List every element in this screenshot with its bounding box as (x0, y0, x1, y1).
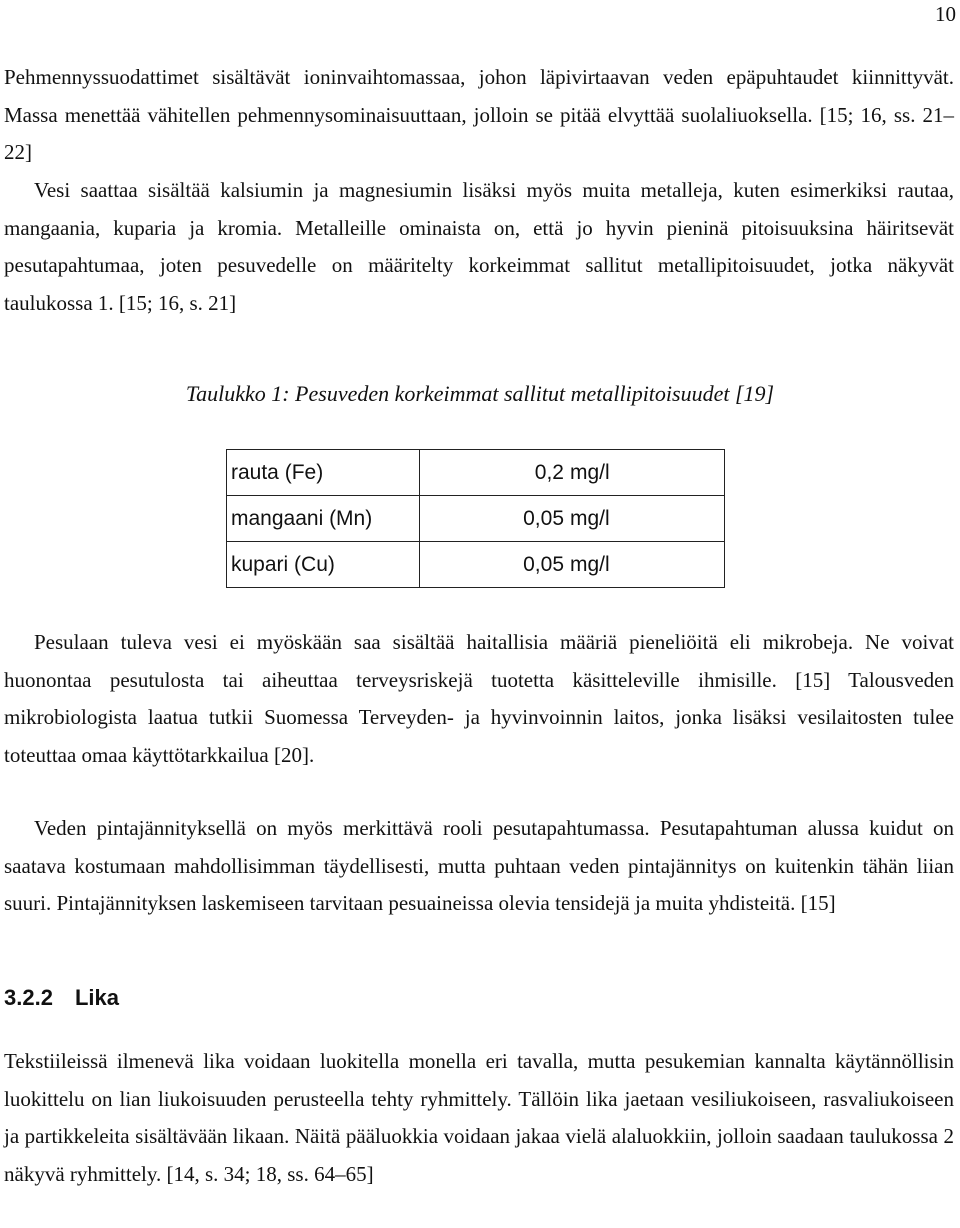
metal-value: 0,05 (523, 506, 564, 530)
metal-value: 0,2 (534, 460, 564, 484)
paragraph-text: Tekstiileissä ilmenevä lika voidaan luokitella monella eri tavalla, mutta pesukemian kannalta käytännöllisin luokittelu on lian liukoisuuden perusteella tehty ryhmittely. Tällöin lika jaetaan vesiliukoiseen, rasvaliukoiseen ja partikkeleita sisältävään likaan. Näitä pääluokkia voidaan jakaa vielä alaluokkiin, jolloin saadaan taulukossa 2 näkyvä ryhmittely. [14, s. 34; 18, ss. 64–65] (4, 1049, 954, 1187)
metal-unit: mg/l (570, 552, 610, 576)
table-row (227, 542, 725, 588)
metal-value-cell (420, 542, 725, 588)
table-caption: Taulukko 1: Pesuveden korkeimmat sallitut metallipitoisuudet [19] (185, 381, 775, 406)
metal-name-cell: kupari (Cu) (227, 542, 420, 588)
metal-name-cell: mangaani (Mn) (227, 496, 420, 542)
page-number: 10 (935, 2, 956, 26)
metal-value-cell (420, 496, 725, 542)
metal-limits-table (226, 449, 725, 588)
paragraph-microbes (4, 624, 954, 775)
table-row (227, 496, 725, 542)
paragraph-text: Pesulaan tuleva vesi ei myöskään saa sisältää haitallisia määriä pieneliöitä eli mikrobeja. Ne voivat huonontaa pesutulosta tai aiheuttaa terveysriskejä tuotetta käsitteleville ihmisille. [15] Talousveden mikrobiologista laatua tutkii Suomessa Terveyden- ja hyvinvoinnin laitos, jonka lisäksi vesilaitosten tulee toteuttaa omaa käyttötarkkailua [20]. (4, 630, 954, 768)
section-number: 3.2.2 (4, 985, 53, 1010)
metal-unit: mg/l (570, 506, 610, 530)
metal-unit: mg/l (570, 460, 610, 484)
paragraph-softening-filters (4, 59, 954, 172)
section-title: Lika (74, 985, 119, 1010)
table-row (227, 450, 725, 496)
paragraph-dirt (4, 1043, 954, 1194)
paragraph-surface-tension (4, 810, 954, 923)
section-heading (4, 985, 119, 1011)
metal-value-cell (420, 450, 725, 496)
paragraph-text: Vesi saattaa sisältää kalsiumin ja magnesiumin lisäksi myös muita metalleja, kuten esimerkiksi rautaa, mangaania, kuparia ja kromia. Metalleille ominaista on, että jo hyvin pieninä pitoisuuksina häiritsevät pesutapahtumaa, joten pesuvedelle on määritelty korkeimmat sallitut metallipitoisuudet, jotka näkyvät taulukossa 1. [15; 16, s. 21] (4, 178, 954, 316)
paragraph-text: Pehmennyssuodattimet sisältävät ioninvaihtomassaa, johon läpivirtaavan veden epäpuhtaudet kiinnittyvät. Massa menettää vähitellen pehmennysominaisuuttaan, jolloin se pitää elvyttää suolaliuoksella. [15; 16, ss. 21–22] (4, 65, 954, 165)
metal-name-cell: rauta (Fe) (227, 450, 420, 496)
paragraph-text: Veden pintajännityksellä on myös merkittävä rooli pesutapahtumassa. Pesutapahtuman alussa kuidut on saatava kostumaan mahdollisimman täydellisesti, mutta puhtaan veden pintajännitys on kuitenkin tähän liian suuri. Pintajännityksen laskemiseen tarvitaan pesuaineissa olevia tensidejä ja muita yhdisteitä. [15] (4, 816, 954, 916)
metal-value: 0,05 (523, 552, 564, 576)
paragraph-metals (4, 172, 954, 323)
